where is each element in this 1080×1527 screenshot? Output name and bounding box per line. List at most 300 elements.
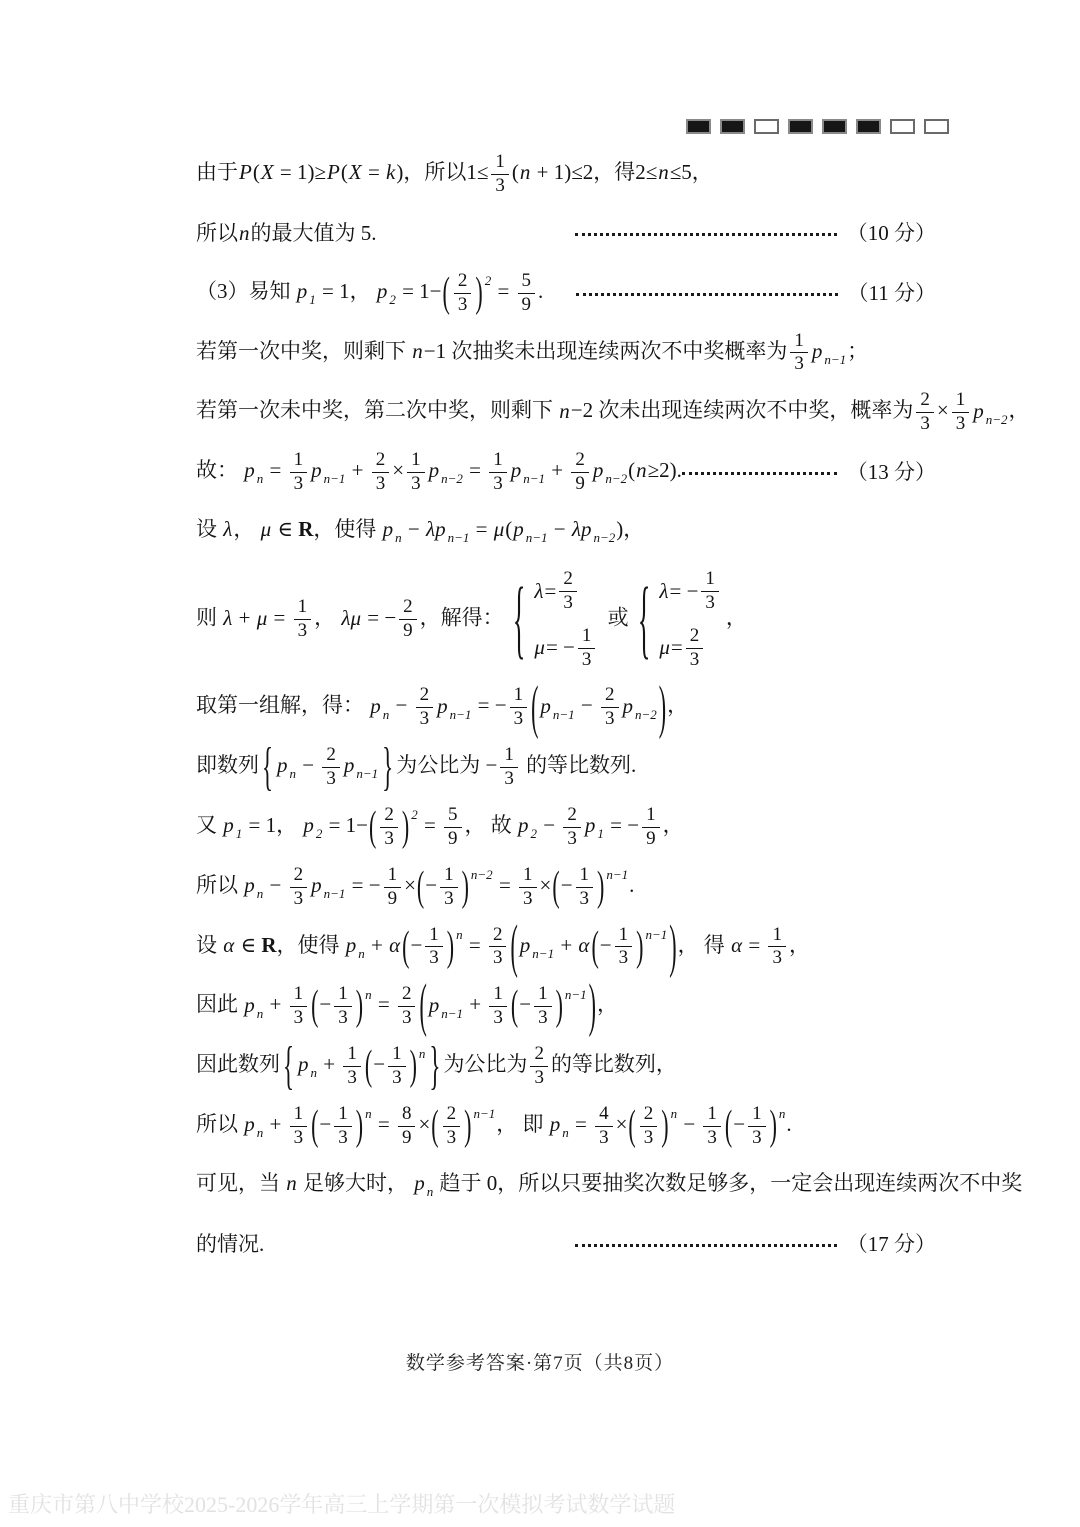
text-run: + xyxy=(346,458,369,483)
close-paren: ) xyxy=(401,802,410,850)
fraction xyxy=(686,626,704,671)
fraction-numerator: 2 xyxy=(601,685,619,708)
text-run: 若第一次中奖，则剩下 xyxy=(196,338,412,363)
text-run: ∈ xyxy=(272,517,299,542)
fraction-numerator: 1 xyxy=(384,865,402,888)
fraction-numerator: 1 xyxy=(510,685,528,708)
fraction-numerator: 2 xyxy=(398,984,416,1007)
math-variable: p xyxy=(277,753,288,778)
math-bold-set: R xyxy=(298,517,314,542)
subscript: n−1 xyxy=(447,530,470,546)
fraction-numerator: 1 xyxy=(768,925,786,948)
registration-mark-empty xyxy=(924,119,949,134)
text-run: × xyxy=(936,398,949,423)
math-variable: P xyxy=(327,160,340,185)
fraction-numerator: 2 xyxy=(416,685,434,708)
subscript: 2 xyxy=(530,826,538,842)
fraction-denominator: 3 xyxy=(643,1126,654,1148)
fraction-numerator: 5 xyxy=(444,805,462,828)
text-run: + xyxy=(264,1112,287,1137)
open-brace: { xyxy=(262,737,274,796)
close-paren: ) xyxy=(355,1101,364,1149)
subscript: n−1 xyxy=(449,706,472,722)
solution-line xyxy=(196,1164,1023,1208)
math-variable: p xyxy=(298,1052,309,1077)
registration-mark-empty xyxy=(754,119,779,134)
exponent: n−1 xyxy=(564,986,587,1002)
text-run: 的等比数列. xyxy=(520,753,637,778)
text-run: ， xyxy=(667,693,689,718)
math-variable: p xyxy=(244,1112,255,1137)
fraction-numerator: 1 xyxy=(578,626,596,649)
fraction xyxy=(530,1044,548,1089)
text-run: = − xyxy=(361,605,397,630)
fraction xyxy=(380,805,398,850)
text-run: = xyxy=(418,813,442,838)
score-label: （13 分） xyxy=(846,459,936,484)
registration-mark-filled xyxy=(788,119,813,134)
solution-line xyxy=(196,1223,936,1267)
fraction-denominator: 3 xyxy=(534,1067,544,1089)
fraction-denominator: 3 xyxy=(495,174,505,196)
text-run: （3）易知 xyxy=(196,278,296,303)
math-variable: α xyxy=(578,932,590,957)
fraction-denominator: 9 xyxy=(448,827,458,849)
text-run: + xyxy=(555,932,578,957)
text-run: = xyxy=(670,635,683,660)
text-run: 又 xyxy=(196,813,223,838)
text-run: ( xyxy=(340,160,348,185)
math-variable: n xyxy=(559,398,570,423)
text-run: = − xyxy=(604,813,640,838)
text-run: ， xyxy=(233,517,260,542)
solution-line xyxy=(196,861,936,910)
line-math xyxy=(196,152,713,197)
fraction xyxy=(454,271,472,316)
fraction xyxy=(790,331,808,376)
solution-line xyxy=(196,1101,936,1149)
fraction-denominator: 3 xyxy=(326,768,336,790)
math-variable: p xyxy=(513,517,524,542)
fraction xyxy=(640,1104,658,1149)
line-math xyxy=(196,267,544,316)
score-label: （17 分） xyxy=(846,1232,936,1257)
subscript: n xyxy=(289,766,297,782)
close-paren: ) xyxy=(661,1101,669,1149)
text-run: − xyxy=(410,932,423,957)
fraction-numerator: 2 xyxy=(640,1104,658,1127)
fraction-denominator: 3 xyxy=(563,591,573,613)
subscript: n xyxy=(358,945,365,961)
fraction-numerator: 1 xyxy=(388,1044,406,1067)
cases-row xyxy=(658,626,722,671)
fraction-denominator: 3 xyxy=(772,947,782,969)
text-run: . xyxy=(786,1112,792,1137)
line-math xyxy=(196,1036,677,1095)
fraction xyxy=(334,984,352,1029)
fraction-denominator: 3 xyxy=(338,1007,348,1029)
subscript: n xyxy=(310,1065,318,1081)
fraction xyxy=(559,569,577,614)
close-paren: ) xyxy=(597,861,605,910)
fraction-numerator: 1 xyxy=(334,984,352,1007)
line-math xyxy=(196,1170,1022,1201)
math-variable: α xyxy=(389,932,401,957)
text-run: 趋于 0，所以只要抽奖次数足够多，一定会出现连续两次不中奖 xyxy=(434,1171,1023,1196)
close-paren: ) xyxy=(555,981,563,1030)
fraction-denominator: 3 xyxy=(457,293,468,315)
math-variable: p xyxy=(370,693,381,718)
fraction-denominator: 3 xyxy=(523,887,533,909)
math-variable: p xyxy=(311,458,322,483)
subscript: n−1 xyxy=(323,886,346,902)
dotted-leader xyxy=(682,470,837,475)
text-run: = xyxy=(569,1112,593,1137)
exponent: n−1 xyxy=(645,926,668,942)
fraction-numerator: 1 xyxy=(790,331,808,354)
subscript: 2 xyxy=(389,291,396,307)
fraction-numerator: 1 xyxy=(701,569,719,592)
fraction-numerator: 2 xyxy=(559,569,577,592)
open-paren: ( xyxy=(369,802,377,850)
solution-line xyxy=(196,152,936,197)
fraction xyxy=(491,152,509,197)
open-paren: ( xyxy=(510,911,518,979)
fraction xyxy=(443,1104,461,1149)
fraction xyxy=(571,450,589,495)
math-variable: p xyxy=(311,873,322,898)
fraction xyxy=(322,745,340,790)
subscript: n−1 xyxy=(323,471,346,487)
solution-line xyxy=(196,212,936,256)
fraction xyxy=(952,390,970,435)
fraction-numerator: 1 xyxy=(489,984,507,1007)
fraction-numerator: 1 xyxy=(290,1104,308,1127)
text-run: = xyxy=(544,578,557,603)
open-paren: ( xyxy=(591,921,599,970)
text-run: ( xyxy=(252,160,260,185)
fraction xyxy=(343,1044,361,1089)
fraction-denominator: 3 xyxy=(444,887,454,909)
math-variable: p xyxy=(592,458,604,483)
fraction xyxy=(444,805,462,850)
text-run: + xyxy=(233,605,256,630)
math-variable: α xyxy=(223,932,235,957)
text-run: + 1)≤2，得2≤ xyxy=(531,160,658,185)
math-variable: λ xyxy=(223,517,233,542)
fraction-denominator: 3 xyxy=(689,648,700,670)
registration-mark-filled xyxy=(686,119,711,134)
solution-line xyxy=(196,1036,936,1095)
text-run: × xyxy=(404,873,416,898)
fraction-denominator: 3 xyxy=(538,1007,548,1029)
fraction-denominator: 9 xyxy=(387,887,398,909)
math-variable: n xyxy=(658,160,669,185)
fraction xyxy=(334,1104,352,1149)
fraction xyxy=(642,805,660,850)
text-run: 若第一次未中奖，第二次中奖，则剩下 xyxy=(196,398,559,423)
subscript: n−2 xyxy=(441,471,463,487)
open-brace: { xyxy=(283,1036,295,1095)
text-run: − xyxy=(538,813,561,838)
math-variable: P xyxy=(239,160,252,185)
fraction xyxy=(519,865,537,910)
registration-mark-filled xyxy=(822,119,847,134)
text-run: 所以 xyxy=(196,221,238,246)
dotted-leader xyxy=(576,291,838,296)
text-run: = 1)≥ xyxy=(274,160,327,185)
cases-brace: { xyxy=(512,569,526,668)
exponent: n−2 xyxy=(470,867,493,883)
fraction-denominator: 3 xyxy=(707,1126,717,1148)
math-variable: n xyxy=(636,458,647,483)
fraction-denominator: 3 xyxy=(293,473,304,495)
subscript: n−2 xyxy=(635,706,657,722)
fraction-denominator: 9 xyxy=(521,293,532,315)
text-run: + xyxy=(318,1052,341,1077)
text-run: = − xyxy=(346,873,381,898)
text-run: = 1− xyxy=(323,813,369,838)
text-run: − xyxy=(390,693,413,718)
text-run: − xyxy=(575,693,599,718)
math-variable: p xyxy=(428,458,440,483)
text-run: ， xyxy=(597,992,618,1017)
math-variable: p xyxy=(244,873,255,898)
fraction-denominator: 3 xyxy=(293,1126,304,1148)
fraction-denominator: 3 xyxy=(411,473,421,495)
fraction-numerator: 1 xyxy=(407,450,425,473)
fraction-denominator: 3 xyxy=(446,1126,457,1148)
fraction-numerator: 1 xyxy=(294,597,312,620)
fraction-denominator: 3 xyxy=(384,827,394,849)
text-run: + xyxy=(264,992,287,1017)
text-run: = xyxy=(264,458,287,483)
dotted-leader xyxy=(575,231,837,236)
fraction-numerator: 2 xyxy=(571,450,589,473)
text-run: 故： xyxy=(196,458,244,483)
math-variable: p xyxy=(376,278,388,303)
text-run: − xyxy=(373,1052,386,1077)
fraction-numerator: 2 xyxy=(563,805,581,828)
fraction xyxy=(290,1104,308,1149)
close-paren: ) xyxy=(658,671,667,740)
text-run: ∈ xyxy=(235,932,262,957)
math-variable: λp xyxy=(425,517,446,542)
score-label: （10 分） xyxy=(846,221,936,246)
exponent: n xyxy=(670,1106,678,1122)
subscript: n xyxy=(426,1184,434,1200)
subscript: n−1 xyxy=(532,945,555,961)
open-paren: ( xyxy=(419,970,427,1039)
cases-row xyxy=(533,569,598,614)
fraction-denominator: 3 xyxy=(493,1007,503,1029)
fraction xyxy=(748,1104,766,1149)
subscript: n xyxy=(382,706,390,722)
text-run: 或 xyxy=(602,605,634,630)
fraction xyxy=(399,597,417,642)
math-variable: λ xyxy=(534,578,544,603)
math-variable: μ xyxy=(256,605,268,630)
fraction xyxy=(510,685,528,730)
close-paren: ) xyxy=(636,921,644,970)
fraction-numerator: 1 xyxy=(290,984,308,1007)
math-variable: p xyxy=(382,517,394,542)
close-paren: ) xyxy=(355,981,364,1030)
math-variable: X xyxy=(260,160,274,185)
fraction xyxy=(425,925,443,970)
text-run: . xyxy=(538,278,544,303)
text-run: × xyxy=(418,1112,431,1137)
text-run: ，使得 xyxy=(276,932,345,957)
math-variable: μ xyxy=(493,517,505,542)
open-paren: ( xyxy=(442,267,450,316)
math-variable: p xyxy=(345,932,357,957)
math-variable: p xyxy=(244,992,255,1017)
text-run: = xyxy=(463,458,487,483)
subscript: 1 xyxy=(235,826,243,842)
fraction xyxy=(489,925,507,970)
math-variable: p xyxy=(303,813,314,838)
line-math xyxy=(196,970,618,1039)
fraction-numerator: 1 xyxy=(952,390,970,413)
text-run: 设 xyxy=(196,932,223,957)
fraction xyxy=(500,745,518,790)
registration-mark-filled xyxy=(856,119,881,134)
text-run: − xyxy=(599,932,612,957)
fraction-numerator: 2 xyxy=(290,865,308,888)
print-registration-marks xyxy=(686,119,949,134)
text-run: 取第一组解，得： xyxy=(196,693,370,718)
exponent: n xyxy=(418,1046,426,1062)
close-paren: ) xyxy=(446,921,455,970)
fraction-numerator: 2 xyxy=(380,805,398,828)
text-run: = − xyxy=(472,693,507,718)
line-math xyxy=(196,1101,792,1149)
page-footer: 数学参考答案·第7页（共8页） xyxy=(405,1353,675,1374)
text-run: ； xyxy=(847,338,869,363)
text-run: − xyxy=(733,1112,746,1137)
math-variable: p xyxy=(244,458,255,483)
fraction-denominator: 3 xyxy=(392,1067,402,1089)
fraction-numerator: 5 xyxy=(518,271,536,294)
fraction xyxy=(489,984,507,1029)
math-variable: λμ xyxy=(341,605,361,630)
text-run: ， xyxy=(788,932,810,957)
fraction xyxy=(416,685,434,730)
text-run: 设 xyxy=(196,517,223,542)
fraction xyxy=(290,984,308,1029)
fraction-denominator: 3 xyxy=(581,648,592,670)
math-variable: p xyxy=(518,813,529,838)
fraction xyxy=(290,450,308,495)
text-run: = − xyxy=(545,635,575,660)
fraction-denominator: 3 xyxy=(347,1067,357,1089)
registration-mark-empty xyxy=(890,119,915,134)
text-run: 可见，当 xyxy=(196,1171,286,1196)
math-variable: p xyxy=(414,1171,425,1196)
close-paren: ) xyxy=(409,1041,417,1089)
math-variable: p xyxy=(584,813,596,838)
fraction-numerator: 1 xyxy=(519,865,537,888)
fraction-denominator: 3 xyxy=(752,1126,762,1148)
text-run: ， xyxy=(1008,398,1030,423)
line-math xyxy=(196,911,810,979)
fraction-denominator: 3 xyxy=(419,708,430,730)
close-paren: ) xyxy=(669,911,677,979)
text-run: × xyxy=(615,1112,628,1137)
text-run: ， xyxy=(725,605,747,630)
open-paren: ( xyxy=(402,921,410,970)
text-run: = 1− xyxy=(396,278,442,303)
fraction-denominator: 3 xyxy=(493,473,503,495)
solution-line xyxy=(196,911,936,979)
fraction xyxy=(398,984,416,1029)
math-variable: μ xyxy=(659,635,670,660)
text-run: − xyxy=(560,873,573,898)
fraction-denominator: 9 xyxy=(646,827,656,849)
text-run: − xyxy=(297,753,320,778)
subscript: n xyxy=(395,530,402,546)
fraction-numerator: 2 xyxy=(489,925,507,948)
fraction xyxy=(563,805,581,850)
close-paren: ) xyxy=(769,1101,777,1149)
text-run: + xyxy=(365,932,389,957)
text-run: ， xyxy=(662,813,684,838)
cases-row xyxy=(658,569,722,614)
exponent: n xyxy=(456,926,463,942)
math-variable: n xyxy=(239,221,250,246)
cases-column xyxy=(658,569,722,671)
fraction-numerator: 8 xyxy=(398,1104,416,1127)
fraction xyxy=(601,685,619,730)
text-run: 由于 xyxy=(196,160,238,185)
fraction-denominator: 3 xyxy=(567,827,577,849)
fraction-numerator: 1 xyxy=(576,865,594,888)
score-label: （11 分） xyxy=(847,280,936,305)
subscript: n xyxy=(256,886,264,902)
fraction xyxy=(916,390,934,435)
subscript: n−1 xyxy=(824,351,847,367)
solution-line xyxy=(196,737,936,796)
cases-system xyxy=(513,569,598,671)
math-bold-set: R xyxy=(261,932,277,957)
cases-brace: { xyxy=(637,569,651,668)
line-math xyxy=(196,802,684,850)
math-variable: μ xyxy=(260,517,272,542)
text-run: 所以 xyxy=(196,1112,244,1137)
line-math xyxy=(196,1231,264,1258)
subscript: n xyxy=(256,1125,264,1141)
fraction-denominator: 3 xyxy=(605,708,615,730)
subscript: 1 xyxy=(309,291,316,307)
math-variable: n xyxy=(519,160,531,185)
subscript: n−1 xyxy=(552,706,575,722)
line-math xyxy=(196,450,682,495)
subscript: n−1 xyxy=(356,766,379,782)
text-run: )， xyxy=(616,517,645,542)
fraction-numerator: 2 xyxy=(530,1044,548,1067)
open-paren: ( xyxy=(431,1101,439,1149)
math-variable: p xyxy=(296,278,308,303)
solution-line xyxy=(196,450,936,495)
text-run: 的最大值为 5. xyxy=(250,221,377,246)
math-variable: k xyxy=(386,160,396,185)
exponent: n xyxy=(365,986,372,1002)
solution-line xyxy=(196,510,936,554)
text-run: −2 次未出现连续两次不中奖，概率为 xyxy=(570,398,914,423)
fraction-numerator: 1 xyxy=(489,450,507,473)
cases-system xyxy=(638,569,722,671)
